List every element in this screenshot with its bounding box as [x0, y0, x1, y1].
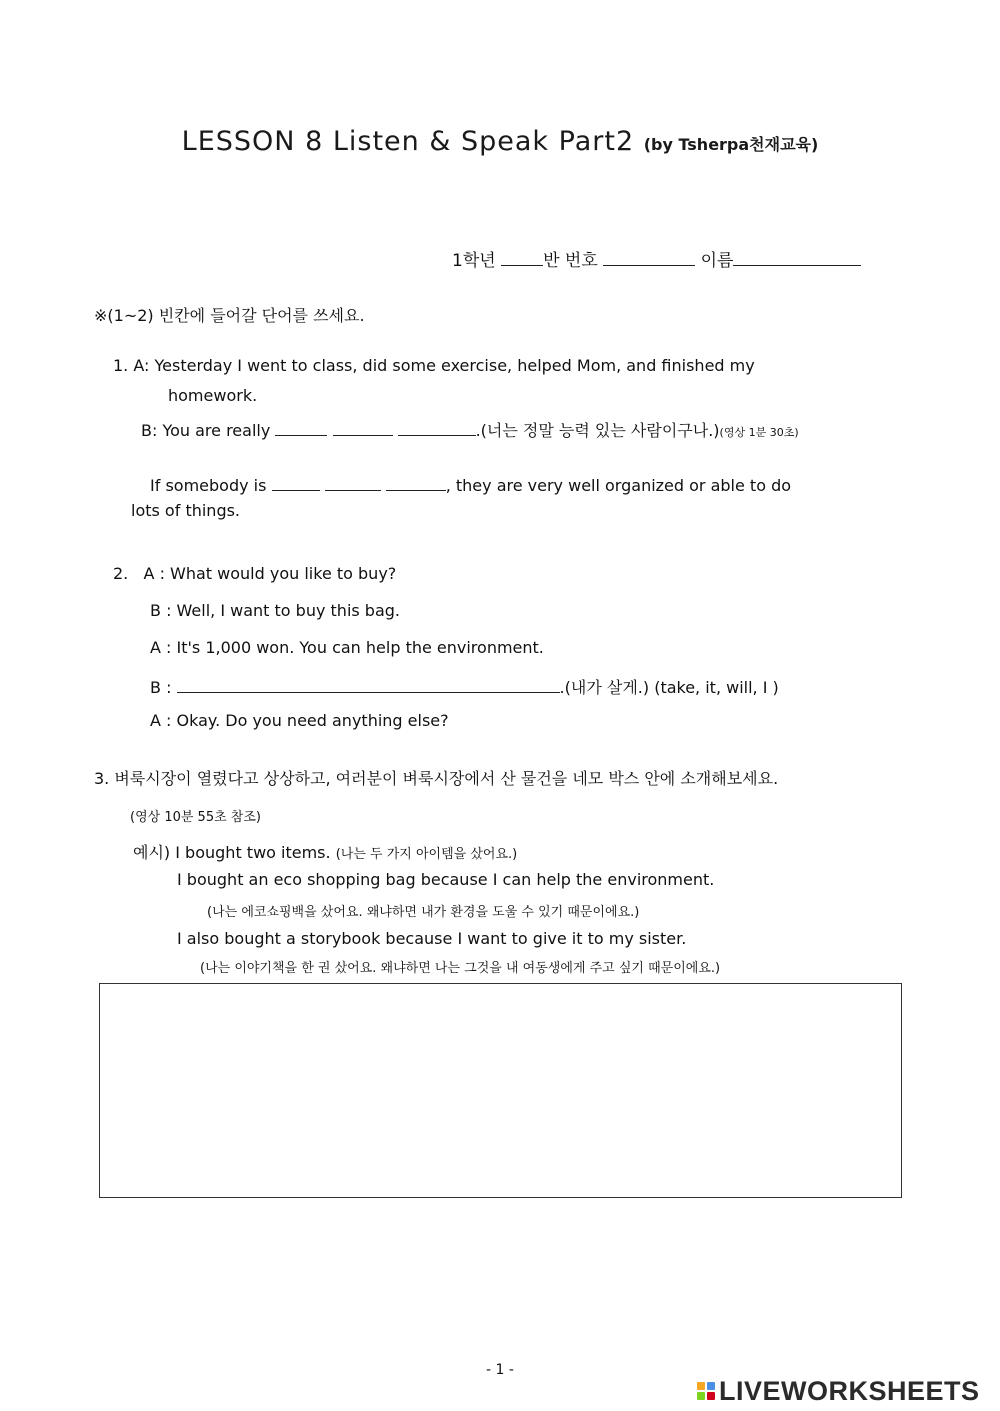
logo-square-4: [707, 1392, 715, 1400]
q3-example-line2: I bought an eco shopping bag because I can help the environment.: [177, 870, 715, 889]
q1-blank-3[interactable]: [398, 421, 476, 436]
q2-line5: A : Okay. Do you need anything else?: [150, 711, 449, 730]
q3-example-text1: I bought two items.: [175, 843, 331, 862]
q3-example-line3: I also bought a storybook because I want to give it to my sister.: [177, 929, 687, 948]
q1-def-line2: lots of things.: [131, 501, 241, 520]
q1-number: 1.: [113, 356, 129, 375]
logo-square-3: [697, 1392, 705, 1400]
q1-def-blank-3[interactable]: [386, 476, 446, 491]
q1-line2: homework.: [168, 386, 258, 405]
q2-line4: [150, 675, 779, 698]
q2-line3: A : It's 1,000 won. You can help the environment.: [150, 638, 544, 657]
q2-number: 2.: [113, 564, 129, 583]
name-label: 이름: [700, 251, 734, 271]
liveworksheets-logo: [697, 1376, 980, 1406]
q2-answer-blank[interactable]: [177, 678, 560, 693]
q1-b-suffix: .(너는 정말 능력 있는 사람이구나.): [475, 421, 720, 440]
q2-b-suffix: .(내가 살게.) (take, it, will, I ): [559, 678, 779, 697]
q2-line1: [113, 564, 396, 583]
q1-def-prefix: If somebody is: [150, 476, 267, 495]
q1-a-text: A: Yesterday I went to class, did some exercise, helped Mom, and finished my: [133, 356, 755, 375]
q1-def-suffix: , they are very well organized or able to do: [445, 476, 792, 495]
number-label: 번호: [564, 251, 598, 271]
q1-blank-1[interactable]: [275, 421, 327, 436]
student-info: [452, 246, 861, 271]
name-blank[interactable]: [733, 251, 861, 266]
logo-square-2: [707, 1382, 715, 1390]
q1-b-prefix: B: You are really: [141, 421, 271, 440]
liveworksheets-logo-icon: [697, 1382, 715, 1400]
q3-example-line1: [133, 840, 517, 863]
class-blank[interactable]: [501, 251, 543, 266]
number-blank[interactable]: [603, 251, 695, 266]
logo-text: LIVEWORKSHEETS: [719, 1375, 980, 1406]
page-title: [0, 126, 1000, 157]
title-text: LESSON 8 Listen & Speak Part2: [181, 126, 635, 157]
q1-b-time: (영상 1분 30초): [719, 426, 799, 439]
q1-b-line: [141, 418, 799, 441]
grade-label: 1학년: [452, 251, 496, 271]
q1-blank-2[interactable]: [333, 421, 393, 436]
title-publisher: (by Tsherpa천재교육): [643, 135, 819, 154]
q3-prompt: 3. 벼룩시장이 열렸다고 상상하고, 여러분이 벼룩시장에서 산 물건을 네모 박스 안에 소개해보세요.: [94, 769, 779, 788]
instructions: ※(1~2) 빈칸에 들어갈 단어를 쓰세요.: [94, 306, 365, 325]
q1-line1: [113, 356, 755, 375]
q2-line2: B : Well, I want to buy this bag.: [150, 601, 401, 620]
q3-reference: (영상 10분 55초 참조): [130, 810, 261, 825]
q2-b-prefix: B :: [150, 678, 172, 697]
q3-example-line3-ko: (나는 이야기책을 한 권 샀어요. 왜냐하면 나는 그것을 내 여동생에게 주고 싶기 때문이에요.): [200, 961, 721, 976]
q1-def-blank-2[interactable]: [325, 476, 381, 491]
logo-square-1: [697, 1382, 705, 1390]
q2-a1: A : What would you like to buy?: [143, 564, 397, 583]
q1-def-blank-1[interactable]: [272, 476, 320, 491]
answer-box[interactable]: [99, 983, 902, 1198]
q3-example-line2-ko: (나는 에코쇼핑백을 샀어요. 왜냐하면 내가 환경을 도울 수 있기 때문이에요.): [207, 905, 640, 920]
page-number: - 1 -: [486, 1362, 514, 1378]
q3-example-text1-ko: (나는 두 가지 아이템을 샀어요.): [335, 847, 518, 862]
q3-example-label: 예시): [133, 843, 171, 862]
q1-definition: [150, 476, 791, 495]
class-label: 반: [543, 251, 560, 271]
